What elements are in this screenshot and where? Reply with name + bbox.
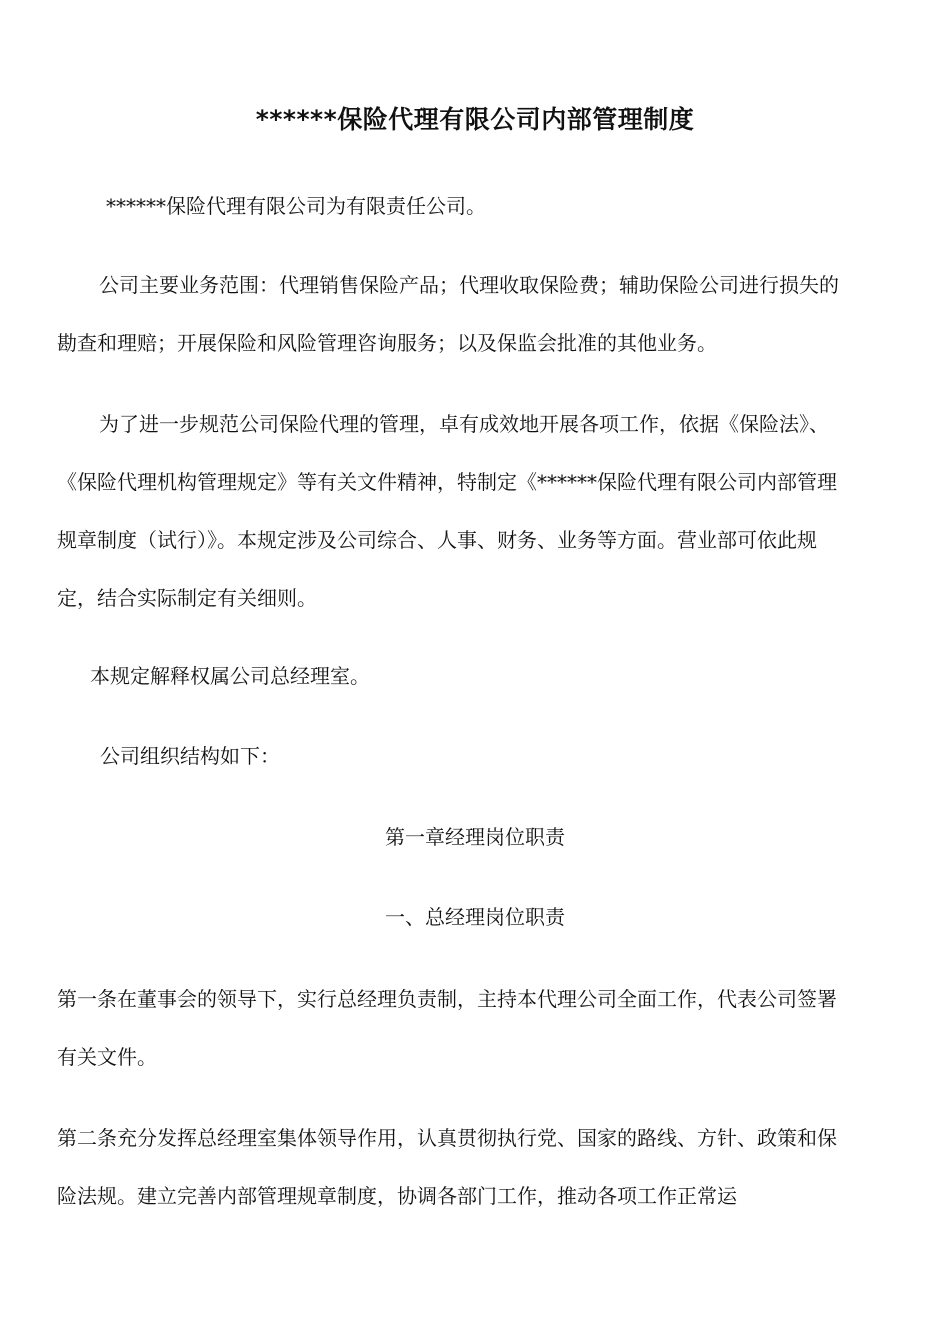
paragraph-line: 公司主要业务范围：代理销售保险产品；代理收取保险费；辅助保险公司进行损失的 (99, 273, 839, 297)
document-title: ******保险代理有限公司内部管理制度 (255, 105, 695, 134)
paragraph-line: 险法规。建立完善内部管理规章制度，协调各部门工作，推动各项工作正常运 (57, 1184, 737, 1208)
paragraph-line: ******保险代理有限公司为有限责任公司。 (106, 194, 486, 218)
paragraph-interpretation (90, 647, 890, 705)
paragraph-line: 为了进一步规范公司保险代理的管理，卓有成效地开展各项工作，依据《保险法》、 (99, 412, 829, 436)
paragraph-line: 定，结合实际制定有关细则。 (57, 586, 317, 610)
chapter-heading: 第一章经理岗位职责 (385, 825, 565, 849)
paragraph-org-structure (100, 727, 890, 785)
article-2 (57, 1109, 895, 1225)
paragraph-line: 勘查和理赔；开展保险和风险管理咨询服务；以及保监会批准的其他业务。 (57, 331, 717, 355)
paragraph-purpose (57, 395, 895, 627)
paragraph-line: 规章制度（试行）》。本规定涉及公司综合、人事、财务、业务等方面。营业部可依此规 (57, 528, 817, 552)
paragraph-line: 本规定解释权属公司总经理室。 (90, 664, 370, 688)
paragraph-line: 《保险代理机构管理规定》等有关文件精神，特制定《******保险代理有限公司内部管理 (57, 470, 837, 494)
paragraph-company-type (106, 177, 896, 235)
article-1 (57, 970, 895, 1086)
paragraph-line: 第二条充分发挥总经理室集体领导作用，认真贯彻执行党、国家的路线、方针、政策和保 (57, 1126, 837, 1150)
paragraph-line: 第一条在董事会的领导下，实行总经理负责制，主持本代理公司全面工作，代表公司签署 (57, 987, 837, 1011)
paragraph-business-scope (57, 256, 895, 372)
section-heading: 一、总经理岗位职责 (385, 905, 565, 929)
paragraph-line: 公司组织结构如下： (100, 744, 280, 768)
paragraph-line: 有关文件。 (57, 1045, 157, 1069)
